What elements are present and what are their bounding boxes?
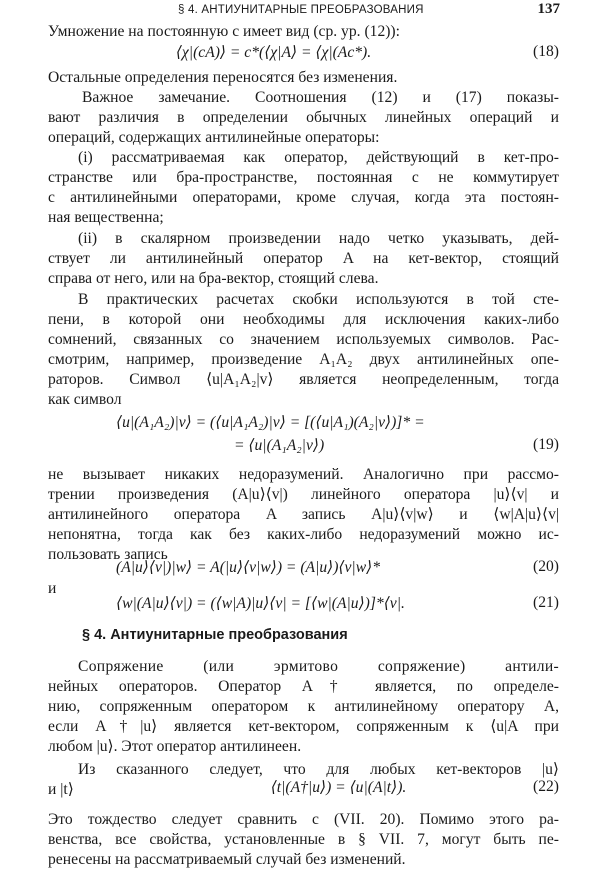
equation-19-line-1 xyxy=(48,413,559,435)
text-line: с антилинейными операторами, кроме случая, когда эта постоян- xyxy=(48,189,559,206)
text-line: смотрим, например, произведение A₁A₂ двух антилинейных опе- xyxy=(48,351,559,368)
text-line: трении произведения (A|u⟩⟨v|) линейного оператора |u⟩⟨v| и xyxy=(48,486,559,503)
equation-number: (20) xyxy=(533,558,559,575)
text-line: (ii) в скалярном произведении надо четко указывать, дей- xyxy=(78,230,559,247)
equation-number: (19) xyxy=(533,436,559,453)
text-line: пени, в которой они необходимы для исключения каких-либо xyxy=(48,311,559,328)
text-line: антилинейного оператора A запись A|u⟩⟨v|w⟩ и ⟨w|A|u⟩⟨v| xyxy=(48,506,559,523)
equation-formula: ⟨t|(A†|u⟩) = ⟨u|(A|t⟩). xyxy=(270,779,407,796)
text-line: и |t⟩ xyxy=(48,781,74,798)
equation-21 xyxy=(48,594,559,616)
text-line: вают различия в определении обычных линейных операций и xyxy=(48,109,559,126)
equation-formula: (A|u⟩⟨v|)|w⟩ = A(|u⟩⟨v|w⟩) = (A|u⟩)⟨v|w⟩* xyxy=(116,559,381,576)
text-line: ная вещественна; xyxy=(48,209,164,226)
equation-formula: ⟨u|(A₁A₂)|v⟩ = (⟨u|A₁A₂)|v⟩ = [(⟨u|A₁)(A₂|v⟩)]* = xyxy=(116,414,425,431)
equation-22 xyxy=(48,778,559,800)
text-line: как символ xyxy=(48,391,122,408)
equation-formula: ⟨χ|(cA)⟩ = c*(⟨χ|A⟩ = ⟨χ|(Ac*). xyxy=(175,44,372,61)
text-line: (i) рассматриваемая как оператор, действующий в кет-про- xyxy=(78,149,559,166)
equation-20 xyxy=(48,558,559,580)
page-header xyxy=(48,0,560,22)
text-line: непонятна, тогда как без каких-либо недоразумений можно ис- xyxy=(48,526,559,543)
equation-number: (18) xyxy=(533,43,559,60)
text-line: раторов. Символ ⟨u|A₁A₂|v⟩ является неопределенным, тогда xyxy=(48,371,559,388)
page-number: 137 xyxy=(537,1,560,17)
equation-number: (21) xyxy=(533,594,559,611)
equation-formula: ⟨w|(A|u⟩⟨v|) = (⟨w|A)|u⟩⟨v| = [⟨w|(A|u⟩)]*⟨v|. xyxy=(116,595,405,612)
section-title: § 4. Антиунитарные преобразования xyxy=(82,627,348,643)
text-line: ствует ли антилинейный оператор A на кет-вектор, стоящий xyxy=(48,250,559,267)
text-line: Умножение на постоянную c имеет вид (ср. ур. (12)): xyxy=(48,23,400,40)
equation-18 xyxy=(48,43,559,65)
text-line: пользовать запись xyxy=(48,546,168,563)
text-line: нию, сопряженным оператором к антилинейному оператору A, xyxy=(48,698,559,715)
text-line: Сопряжение (или эрмитово сопряжение) антили- xyxy=(78,658,559,675)
text-line: Это тождество следует сравнить с (VII. 20). Помимо этого ра- xyxy=(48,811,559,828)
conjunction-and: и xyxy=(48,580,57,597)
text-line: если A†|u⟩ является кет-вектором, сопряженным к ⟨u|A при xyxy=(48,718,559,735)
text-line: любом |u⟩. Этот оператор антилинеен. xyxy=(48,738,302,755)
text-line: Остальные определения переносятся без изменения. xyxy=(48,69,398,86)
text-line: странстве или бра-пространстве, постоянная c не коммутирует xyxy=(48,169,559,186)
text-line: венства, все свойства, установленные в § VII. 7, могут быть пе- xyxy=(48,831,559,848)
text-line: операций, содержащих антилинейные операторы: xyxy=(48,129,380,146)
text-line: справа от него, или на бра-вектор, стоящий слева. xyxy=(48,270,379,287)
equation-number: (22) xyxy=(533,778,559,795)
running-head: § 4. АНТИУНИТАРНЫЕ ПРЕОБРАЗОВАНИЯ xyxy=(178,4,424,16)
text-line: сомнений, связанных со значением используемых символов. Рас- xyxy=(48,331,559,348)
text-line: нейных операторов. Оператор A† является, по определе- xyxy=(48,678,559,695)
text-line: В практических расчетах скобки используются в той сте- xyxy=(78,291,559,308)
text-line: Из сказанного следует, что для любых кет-векторов |u⟩ xyxy=(78,761,559,778)
equation-19-line-2 xyxy=(48,436,559,458)
text-line: ренесены на рассматриваемый случай без изменений. xyxy=(48,851,406,868)
text-line: Важное замечание. Соотношения (12) и (17) показы- xyxy=(82,89,559,106)
text-line: не вызывает никаких недоразумений. Аналогично при рассмо- xyxy=(48,466,559,483)
equation-formula: = ⟨u|(A₁A₂|v⟩) xyxy=(234,437,325,454)
